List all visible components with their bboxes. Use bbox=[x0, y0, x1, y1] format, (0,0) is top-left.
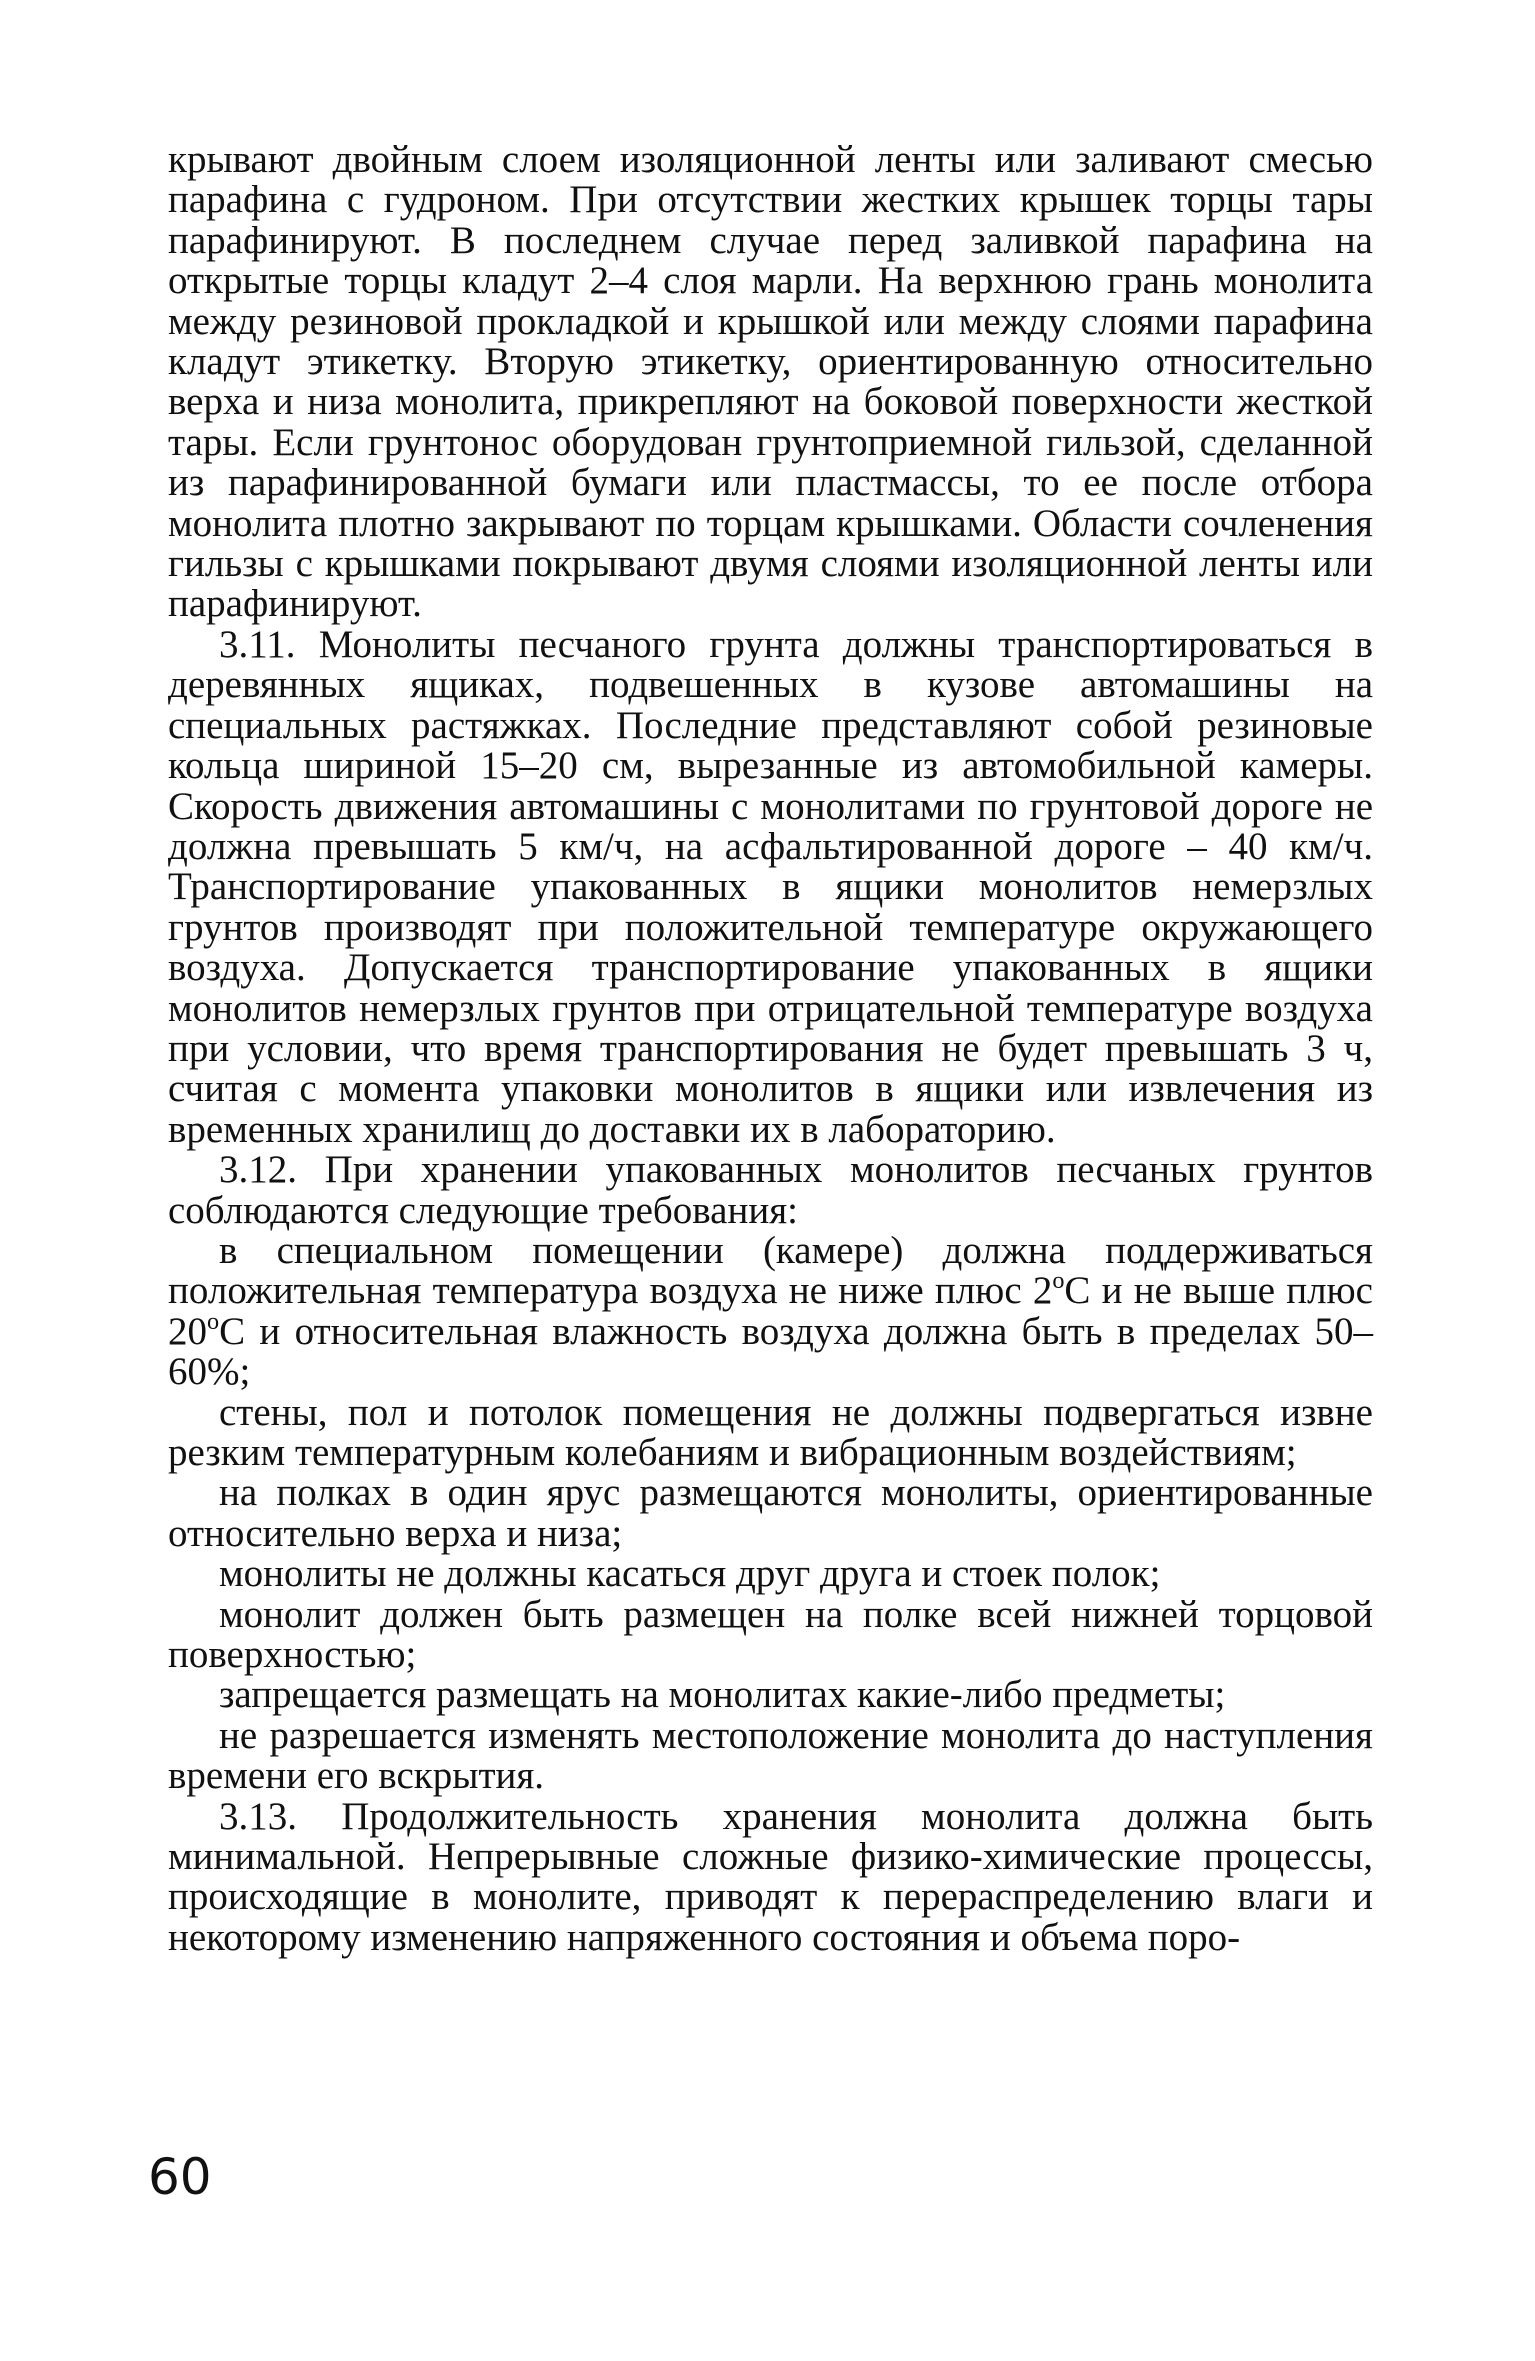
degree-sign: о bbox=[207, 1307, 220, 1335]
paragraph-text: С и относительная влажность воздуха должна быть в пределах 50–60%; bbox=[168, 1309, 1373, 1394]
paragraph bbox=[168, 1794, 1373, 1959]
paragraph bbox=[168, 140, 1373, 625]
degree-sign: о bbox=[1052, 1267, 1065, 1295]
paragraph-text: в специальном помещении (камере) должна поддерживаться положительная температура воздуха не ниже плюс 2 bbox=[168, 1228, 1373, 1313]
paragraph bbox=[168, 1390, 1373, 1474]
paragraph bbox=[168, 1675, 1373, 1715]
paragraph-text: С и не выше плюс 20 bbox=[168, 1269, 1373, 1353]
paragraph-text: на полках в один ярус размещаются монолиты, ориентированные относительно верха и низа; bbox=[168, 1471, 1373, 1555]
paragraph bbox=[168, 1228, 1373, 1394]
paragraph-text: запрещается размещать на монолитах какие-либо предметы; bbox=[219, 1673, 1226, 1717]
paragraph-text: монолиты не должны касаться друг друга и стоек полок; bbox=[219, 1552, 1161, 1596]
paragraph bbox=[168, 1473, 1373, 1554]
paragraph-text: 3.13. Продолжительность хранения монолита должна быть минимальной. Непрерывные сложные физико-химические процессы, происходящие в монолите, приводят к перераспределению влаги и некоторому изменению напряженного состояния и объема поро- bbox=[168, 1794, 1373, 1959]
paragraph bbox=[168, 622, 1373, 1151]
page-number: 60 bbox=[148, 2148, 212, 2206]
paragraph bbox=[168, 1554, 1373, 1594]
text-column bbox=[168, 140, 1373, 1958]
paragraph-text: 3.12. При хранении упакованных монолитов песчаных грунтов соблюдаются следующие требования: bbox=[168, 1148, 1373, 1232]
paragraph bbox=[168, 1150, 1373, 1231]
paragraph-text: не разрешается изменять местоположение монолита до наступления времени его вскрытия. bbox=[168, 1713, 1373, 1798]
paragraph bbox=[168, 1713, 1373, 1798]
paragraph bbox=[168, 1592, 1373, 1677]
paragraph-text: стены, пол и потолок помещения не должны подвергаться извне резким температурным колебаниям и вибрационным воздействиям; bbox=[168, 1390, 1373, 1474]
paragraph-text: крывают двойным слоем изоляционной ленты или заливают смесью парафина с гудроном. При отсутствии жестких крышек торцы тары парафинируют. В последнем случае перед заливкой парафина на открытые торцы кладут 2–4 слоя марли. На верхнюю грань монолита между резиновой прокладкой и крышкой или между слоями парафина кладут этикетку. Вторую этикетку, ориентированную относительно верха и низа монолита, прикрепляют на боковой поверхности жесткой тары. Если грунтонос оборудован грунтоприемной гильзой, сделанной из парафинированной бумаги или пластмассы, то ее после отбора монолита плотно закрывают по торцам крышками. Области сочленения гильзы с крышками покрывают двумя слоями изоляционной ленты или парафинируют. bbox=[168, 138, 1373, 626]
paragraph-text: монолит должен быть размещен на полке всей нижней торцовой поверхностью; bbox=[168, 1592, 1373, 1677]
paragraph-text: 3.11. Монолиты песчаного грунта должны транспортироваться в деревянных ящиках, подвешенных в кузове автомашины на специальных растяжках. Последние представляют собой резиновые кольца шириной 15–20 см, вырезанные из автомобильной камеры. Скорость движения автомашины с монолитами по грунтовой дороге не должна превышать 5 км/ч, на асфальтированной дороге – 40 км/ч. Транспортирование упакованных в ящики монолитов немерзлых грунтов производят при положительной температуре окружающего воздуха. Допускается транспортирование упакованных в ящики монолитов немерзлых грунтов при отрицательной температуре воздуха при условии, что время транспортирования не будет превышать 3 ч, считая с момента упаковки монолитов в ящики или извлечения из временных хранилищ до доставки их в лабораторию. bbox=[168, 622, 1373, 1151]
